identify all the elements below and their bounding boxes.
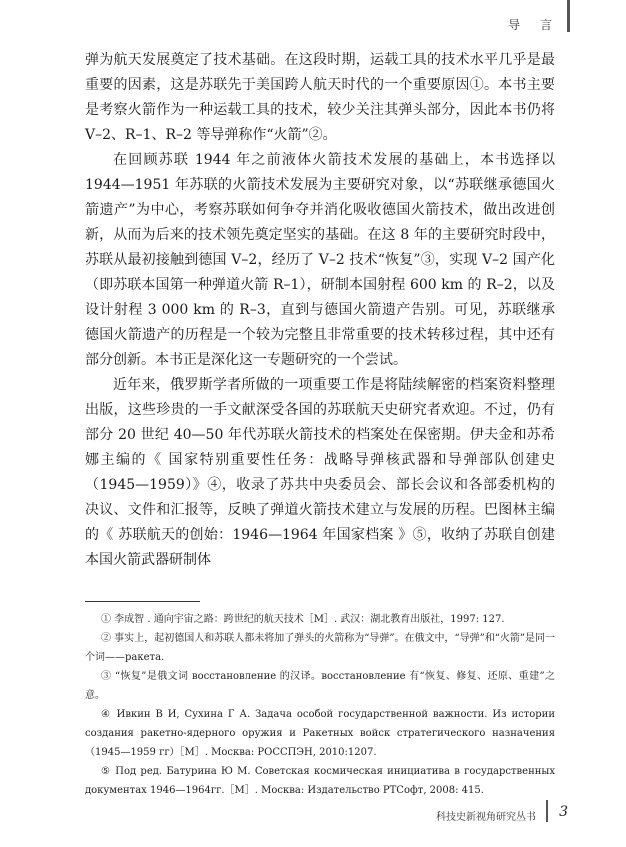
paragraph-1: 弹为航天发展奠定了技术基础。在这段时期，运载工具的技术水平几乎是最重要的因素，这是苏联先于美国跨人航天时代的一个重要原因①。本书主要是考察火箭作为一种运载工具的技术，较少关注其弹头部分，因此本书仍将V–2、R–1、R–2 等导弹称作“火箭”②。: [85, 52, 555, 143]
footnotes: [85, 610, 555, 800]
footnote-1: ① 李成智 . 通向宇宙之路：跨世纪的航天技术［M］. 武汉：湖北教育出版社，1997: 127.: [101, 614, 505, 625]
paragraph-3: 近年来，俄罗斯学者所做的一项重要工作是将陆续解密的档案资料整理出版，这些珍贵的一手文献深受各国的苏联航天史研究者欢迎。不过，仍有部分 20 世纪 40—50 年代苏联火箭技术的档案处在保密期。伊夫金和苏希娜主编的《 国家特别重要性任务：战略导弹核武器和导弹部队创建史（1945—1959）》④，收录了苏共中央委员会、部长会议和各部委机构的决议、文件和汇报等，反映了弹道火箭技术建立与发展的历程。巴图林主编的《 苏联航天的创始：1946—1964 年国家档案 》⑤，收纳了苏联自创建本国火箭武器研制体: [85, 377, 555, 568]
footnote-3: ③ “恢复”是俄文词 восстановление 的汉译。восстановление 有“恢复、修复、还原、重建”之意。: [85, 671, 555, 701]
paragraph-2: 在回顾苏联 1944 年之前液体火箭技术发展的基础上，本书选择以1944—1951 年苏联的火箭技术发展为主要研究对象，以“苏联继承德国火箭遗产”为中心，考察苏联如何争夺并消化吸收德国火箭技术，做出改进创新，从而为后来的技术领先奠定坚实的基础。在这 8 年的主要研究时段中，苏联从最初接触到德国 V–2，经历了 V–2 技术“恢复”③，实现 V–2 国产化（即苏联本国第一种弹道火箭 R–1），研制本国射程 600 km 的 R–2，以及设计射程 3 000 km 的 R–3，直到与德国火箭遗产告别。可见，苏联继承德国火箭遗产的历程是一个较为完整且非常重要的技术转移过程，其中还有部分创新。本书正是深化这一专题研究的一个尝试。: [85, 152, 555, 368]
header-divider: [567, 0, 570, 32]
running-header-section: 导 言: [508, 18, 560, 32]
footer-series-title: 科技史新视角研究丛书: [436, 812, 536, 823]
footnote-rule: [85, 601, 200, 602]
page-number: 3: [559, 804, 568, 820]
footnote-5: ⑤ Под ред. Батурина Ю М. Советская космическая инициатива в государственных документах 1946—1964гг.［M］. Москва: Издательство РТСофт, 2008: 415.: [85, 766, 555, 796]
footnote-4: ④ Ивкин В И, Сухина Г А. Задача особой государственной важности. Из истории создания ракетно-ядерного оружия и Ракетных войск стратегического назначения（1945—1959 гг）［M］. Москва: РОССПЭН, 2010:1207.: [85, 709, 555, 758]
main-text: [85, 48, 555, 573]
footnote-2: ② 事实上，起初德国人和苏联人都未将加了弹头的火箭称为“导弹”。在俄文中，“导弹”和“火箭”是同一个词——ракета.: [85, 633, 555, 663]
footer-divider: [546, 800, 548, 822]
